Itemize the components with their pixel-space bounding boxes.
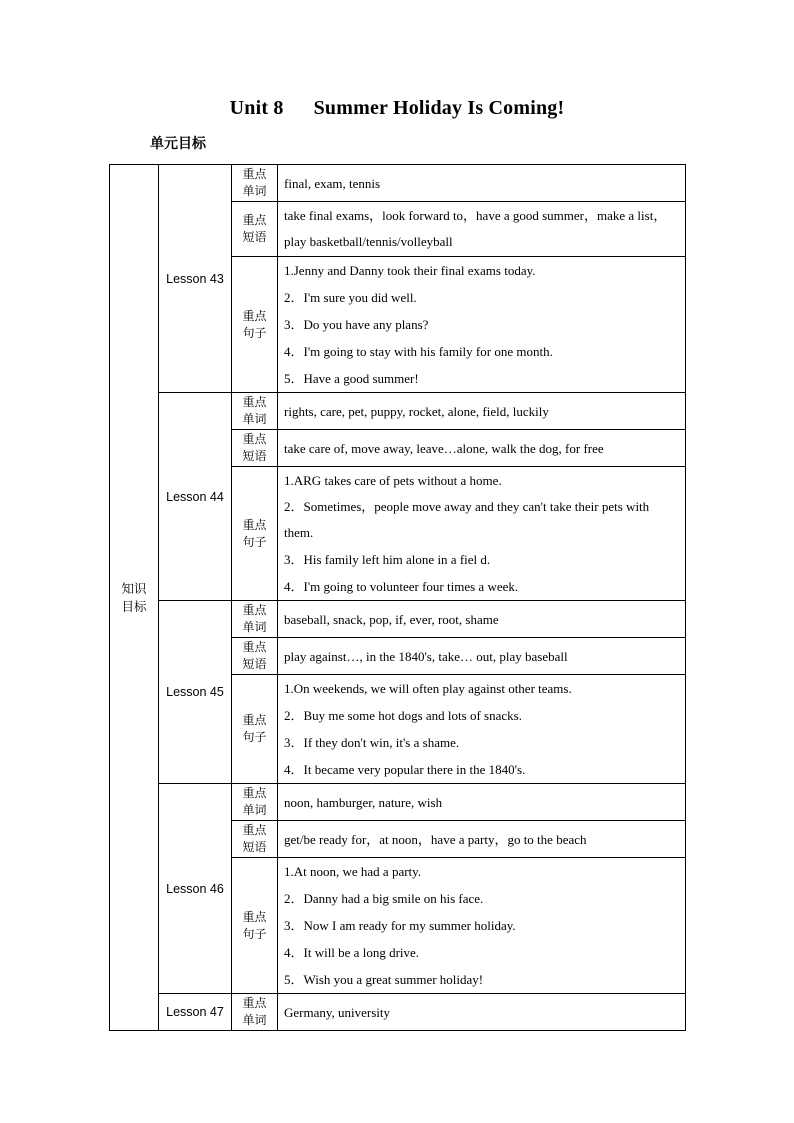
- unit-number: Unit 8: [229, 97, 284, 119]
- words-cell: final, exam, tennis: [278, 165, 686, 202]
- sentence: 4．I'm going to volunteer four times a week.: [284, 579, 519, 594]
- lesson-name: Lesson 43: [159, 165, 232, 393]
- type-label-words: 重点 单词: [232, 393, 278, 430]
- sentence: 1.ARG takes care of pets without a home.: [284, 473, 502, 488]
- sentence: 3．Now I am ready for my summer holiday.: [284, 918, 516, 933]
- type-label-sentences: 重点 句子: [232, 675, 278, 784]
- sentence: 2．I'm sure you did well.: [284, 290, 417, 305]
- lesson-name: Lesson 47: [159, 994, 232, 1031]
- unit-name: Summer Holiday Is Coming!: [313, 97, 565, 119]
- table-row: [110, 393, 686, 430]
- table-row: [110, 994, 686, 1031]
- sentence: 4．It became very popular there in the 1840's.: [284, 762, 526, 777]
- type-label-sentences: 重点 句子: [232, 257, 278, 393]
- page-title: [0, 97, 794, 120]
- sentence: 1.On weekends, we will often play against other teams.: [284, 681, 572, 696]
- phrases-cell: get/be ready for，at noon，have a party，go to the beach: [278, 821, 686, 858]
- type-label-words: 重点 单词: [232, 994, 278, 1031]
- sentence: 1.Jenny and Danny took their final exams today.: [284, 263, 536, 278]
- sentence: 2．Sometimes，people move away and they can't take their pets with them.: [284, 499, 650, 540]
- sentence: 4．It will be a long drive.: [284, 945, 420, 960]
- sentences-cell: [278, 858, 686, 994]
- sentence: 3．Do you have any plans?: [284, 317, 429, 332]
- type-label-phrases: 重点 短语: [232, 638, 278, 675]
- lesson-name: Lesson 45: [159, 601, 232, 784]
- type-label-phrases: 重点 短语: [232, 821, 278, 858]
- sentence: 3．If they don't win, it's a shame.: [284, 735, 460, 750]
- sentence: 3．His family left him alone in a fiel d.: [284, 552, 491, 567]
- sentences-cell: [278, 467, 686, 601]
- sentences-cell: [278, 257, 686, 393]
- table-row: [110, 165, 686, 202]
- sentence: 5．Wish you a great summer holiday!: [284, 972, 484, 987]
- type-label-words: 重点 单词: [232, 601, 278, 638]
- sentence: 4．I'm going to stay with his family for one month.: [284, 344, 553, 359]
- phrases-cell: play against…, in the 1840's, take… out, play baseball: [278, 638, 686, 675]
- phrases-cell: take final exams，look forward to，have a good summer，make a list，play basketball/tennis/volleyball: [278, 202, 686, 257]
- table-row: [110, 601, 686, 638]
- type-label-sentences: 重点 句子: [232, 858, 278, 994]
- type-label-words: 重点 单词: [232, 784, 278, 821]
- category-cell: 知识 目标: [110, 165, 159, 1031]
- sentence: 5．Have a good summer!: [284, 371, 419, 386]
- words-cell: noon, hamburger, nature, wish: [278, 784, 686, 821]
- type-label-phrases: 重点 短语: [232, 430, 278, 467]
- sentence: 2．Buy me some hot dogs and lots of snacks.: [284, 708, 522, 723]
- words-cell: rights, care, pet, puppy, rocket, alone, field, luckily: [278, 393, 686, 430]
- section-heading: 单元目标: [150, 136, 206, 152]
- words-cell: Germany, university: [278, 994, 686, 1031]
- words-cell: baseball, snack, pop, if, ever, root, shame: [278, 601, 686, 638]
- lesson-name: Lesson 44: [159, 393, 232, 601]
- sentence: 1.At noon, we had a party.: [284, 864, 422, 879]
- phrases-cell: take care of, move away, leave…alone, walk the dog, for free: [278, 430, 686, 467]
- sentence: 2．Danny had a big smile on his face.: [284, 891, 484, 906]
- objectives-table: [109, 164, 686, 1031]
- type-label-phrases: 重点 短语: [232, 202, 278, 257]
- type-label-words: 重点 单词: [232, 165, 278, 202]
- type-label-sentences: 重点 句子: [232, 467, 278, 601]
- lesson-name: Lesson 46: [159, 784, 232, 994]
- sentences-cell: [278, 675, 686, 784]
- table-row: [110, 784, 686, 821]
